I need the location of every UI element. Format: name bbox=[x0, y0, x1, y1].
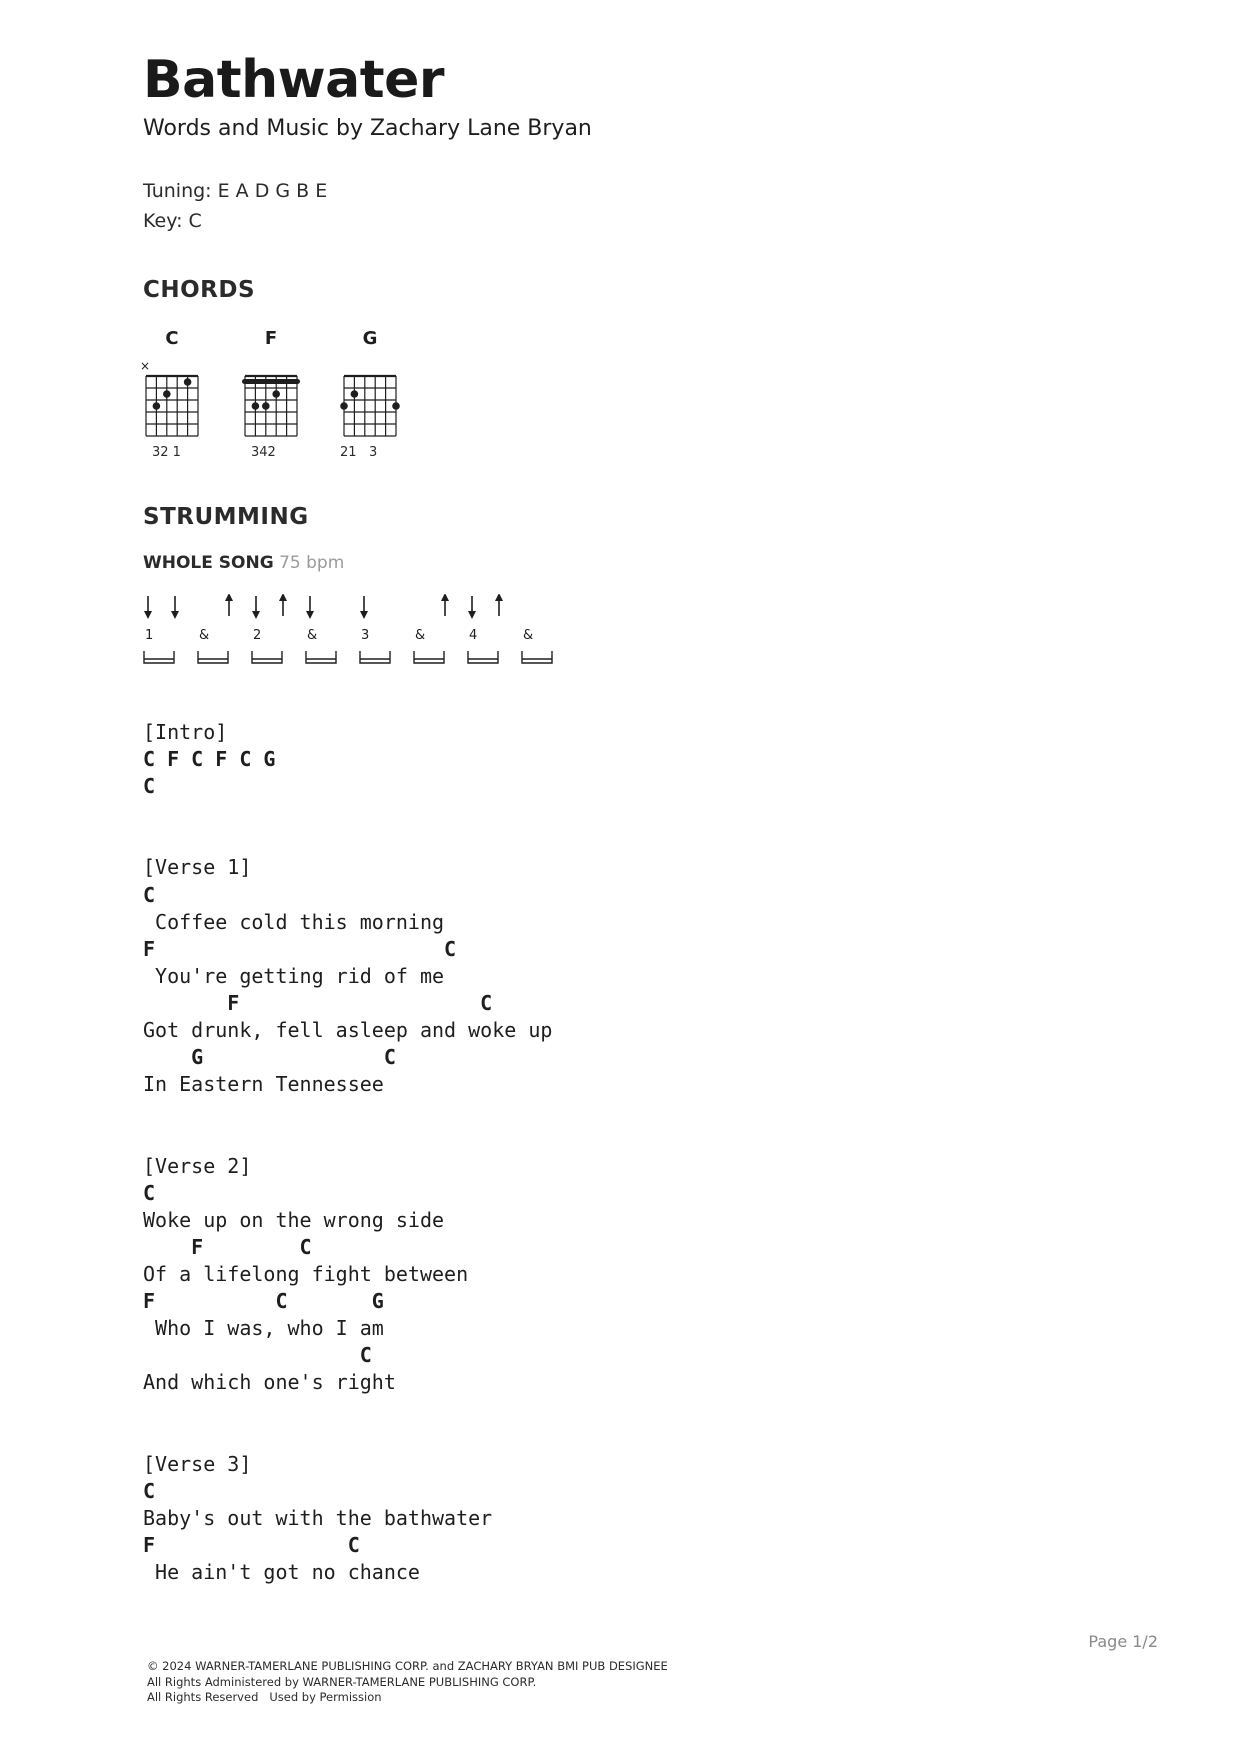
blank-line bbox=[143, 827, 1123, 854]
beat-count: & bbox=[523, 628, 534, 643]
chord-line: F C bbox=[143, 936, 457, 961]
beat-count: & bbox=[415, 628, 426, 643]
tuning-line bbox=[143, 178, 327, 204]
fretboard-grid bbox=[344, 376, 396, 436]
chord-diagram-c bbox=[140, 328, 198, 460]
lyric-line: And which one's right bbox=[143, 1370, 396, 1395]
section-label: [Verse 1] bbox=[143, 855, 252, 880]
beam-bracket bbox=[144, 651, 174, 663]
section-label: [Intro] bbox=[143, 720, 228, 744]
chord-line: C bbox=[143, 1343, 372, 1368]
beam-bracket bbox=[522, 651, 552, 663]
song-sheet bbox=[143, 719, 1123, 1586]
beat-count: & bbox=[199, 628, 210, 643]
chord-line: C bbox=[143, 1180, 156, 1205]
chords-heading: CHORDS bbox=[143, 277, 256, 303]
chord-line: F C G bbox=[143, 1288, 384, 1313]
song-credits: Words and Music by Zachary Lane Bryan bbox=[143, 116, 592, 141]
strum-pattern bbox=[138, 594, 568, 674]
lyric-line: You're getting rid of me bbox=[143, 963, 445, 988]
strum-section-name: WHOLE SONG bbox=[143, 553, 274, 573]
finger-dot bbox=[351, 390, 359, 398]
chord-line: C bbox=[143, 1478, 156, 1503]
strum-pattern-label bbox=[143, 551, 344, 575]
finger-dot bbox=[184, 378, 192, 386]
beat-count: 1 bbox=[145, 628, 154, 643]
chord-diagram-f bbox=[242, 328, 300, 460]
beat-count: & bbox=[307, 628, 318, 643]
chord-line: C F C F C G bbox=[143, 747, 276, 772]
barre-bar bbox=[242, 379, 300, 384]
chord-line: F C bbox=[143, 990, 493, 1015]
lyric-line: Baby's out with the bathwater bbox=[143, 1505, 493, 1530]
rights-admin-line: All Rights Administered by WARNER-TAMERLANE PUBLISHING CORP. bbox=[147, 1674, 537, 1689]
down-strum-arrow bbox=[252, 596, 260, 619]
finger-dot bbox=[163, 390, 171, 398]
blank-line bbox=[143, 1098, 1123, 1125]
down-strum-arrow bbox=[144, 596, 152, 619]
chord-line: C bbox=[143, 882, 156, 907]
down-strum-arrow bbox=[171, 596, 179, 619]
chord-line: C bbox=[143, 774, 156, 799]
beat-count: 3 bbox=[361, 628, 370, 643]
chord-diagram-g bbox=[340, 328, 400, 460]
copyright-footer bbox=[147, 1659, 668, 1706]
finger-numbers: 21 3 bbox=[340, 445, 378, 460]
finger-dot bbox=[262, 402, 270, 410]
beat-count: 4 bbox=[469, 628, 478, 643]
up-strum-arrow bbox=[495, 594, 503, 616]
chord-name-f: F bbox=[264, 328, 278, 349]
down-strum-arrow bbox=[360, 596, 368, 619]
song-title: Bathwater bbox=[143, 50, 444, 110]
page-number: Page 1/2 bbox=[1088, 1632, 1158, 1651]
finger-numbers: 32 1 bbox=[152, 445, 181, 460]
beat-count: 2 bbox=[253, 628, 262, 643]
tuning-value: E A D G B E bbox=[217, 180, 328, 202]
beam-bracket bbox=[468, 651, 498, 663]
blank-line bbox=[143, 1423, 1123, 1450]
finger-dot bbox=[392, 402, 400, 410]
chord-diagrams bbox=[130, 325, 430, 465]
beam-bracket bbox=[414, 651, 444, 663]
chord-line: G C bbox=[143, 1045, 396, 1070]
chord-name-g: G bbox=[362, 328, 378, 349]
key-value: C bbox=[188, 210, 202, 232]
section-label: [Verse 3] bbox=[143, 1451, 252, 1476]
blank-line bbox=[143, 1396, 1123, 1423]
muted-string-mark: × bbox=[139, 359, 151, 373]
down-strum-arrow bbox=[468, 596, 476, 619]
rights-reserved-line: All Rights Reserved Used by Permission bbox=[147, 1690, 382, 1704]
chord-line: F C bbox=[143, 1234, 312, 1259]
lyric-line: He ain't got no chance bbox=[143, 1559, 420, 1584]
beam-bracket bbox=[306, 651, 336, 663]
finger-numbers: 342 bbox=[251, 445, 276, 460]
finger-dot bbox=[272, 390, 280, 398]
down-strum-arrow bbox=[306, 596, 314, 619]
lyric-line: Who I was, who I am bbox=[143, 1316, 384, 1341]
lyric-line: Got drunk, fell asleep and woke up bbox=[143, 1018, 553, 1043]
tuning-label: Tuning: bbox=[143, 180, 212, 202]
lyric-line: Woke up on the wrong side bbox=[143, 1207, 445, 1232]
up-strum-arrow bbox=[279, 594, 287, 616]
beam-bracket bbox=[198, 651, 228, 663]
finger-dot bbox=[153, 402, 161, 410]
beam-bracket bbox=[360, 651, 390, 663]
chord-name-c: C bbox=[165, 328, 179, 349]
blank-line bbox=[143, 800, 1123, 827]
lyric-line: Of a lifelong fight between bbox=[143, 1261, 469, 1286]
key-line bbox=[143, 208, 202, 234]
lyric-line: Coffee cold this morning bbox=[143, 909, 445, 934]
finger-dot bbox=[340, 402, 348, 410]
blank-line bbox=[143, 1125, 1123, 1152]
tempo: 75 bpm bbox=[279, 553, 345, 573]
beam-bracket bbox=[252, 651, 282, 663]
lyric-line: In Eastern Tennessee bbox=[143, 1072, 384, 1097]
chord-line: F C bbox=[143, 1532, 360, 1557]
strumming-heading: STRUMMING bbox=[143, 504, 309, 530]
copyright-line: © 2024 WARNER-TAMERLANE PUBLISHING CORP. and ZACHARY BRYAN BMI PUB DESIGNEE bbox=[147, 1659, 668, 1673]
section-label: [Verse 2] bbox=[143, 1153, 252, 1178]
finger-dot bbox=[252, 402, 260, 410]
up-strum-arrow bbox=[441, 594, 449, 616]
up-strum-arrow bbox=[225, 594, 233, 616]
key-label: Key: bbox=[143, 210, 183, 232]
